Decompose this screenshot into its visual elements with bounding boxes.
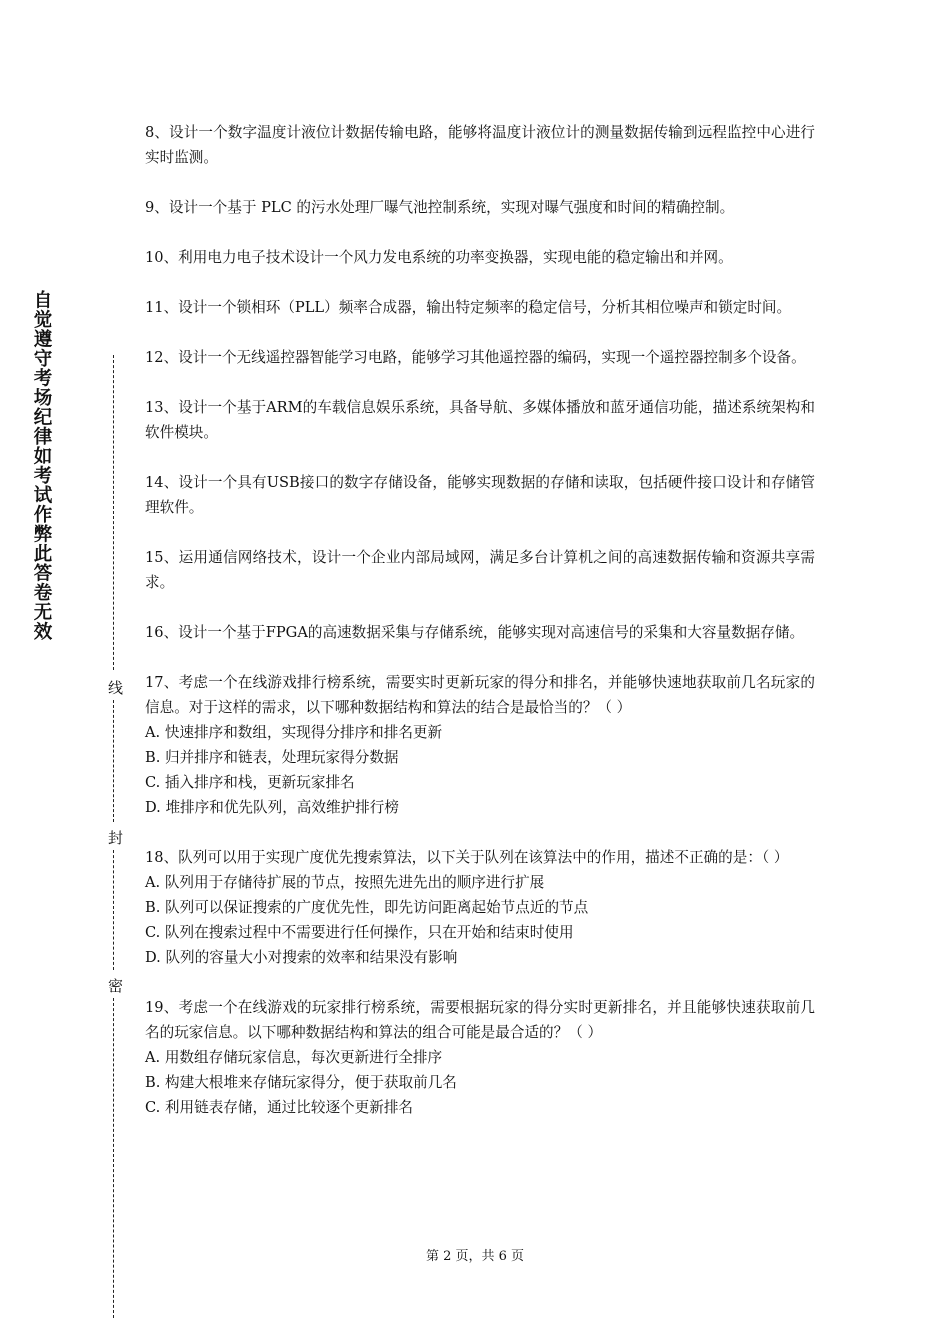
option-a: A. 用数组存储玩家信息，每次更新进行全排序	[145, 1049, 443, 1066]
question-list	[145, 120, 815, 1120]
binding-dash-segment	[113, 700, 114, 822]
binding-dash-segment	[113, 998, 114, 1318]
question-text: 18、队列可以用于实现广度优先搜索算法，以下关于队列在该算法中的作用，描述不正确的是：（ ）	[145, 849, 789, 866]
question-text: 12、设计一个无线遥控器智能学习电路，能够学习其他遥控器的编码，实现一个遥控器控制多个设备。	[145, 349, 806, 366]
question-13	[145, 395, 815, 445]
question-19	[145, 995, 815, 1120]
question-9	[145, 195, 815, 220]
page-footer: 第 2 页，共 6 页	[425, 1249, 525, 1264]
question-11	[145, 295, 815, 320]
option-b: B. 构建大根堆来存储玩家得分，便于获取前几名	[145, 1074, 457, 1091]
binding-char-secret: 密	[106, 978, 124, 993]
question-15	[145, 545, 815, 595]
binding-dash-segment	[113, 850, 114, 970]
question-text: 9、设计一个基于 PLC 的污水处理厂曝气池控制系统，实现对曝气强度和时间的精确控制。	[145, 199, 735, 216]
option-d: D. 队列的容量大小对搜索的效率和结果没有影响	[145, 949, 458, 966]
option-b: B. 归并排序和链表，处理玩家得分数据	[145, 749, 399, 766]
question-17	[145, 670, 815, 820]
question-8	[145, 120, 815, 170]
question-text: 16、设计一个基于FPGA的高速数据采集与存储系统，能够实现对高速信号的采集和大容量数据存储。	[145, 624, 805, 641]
question-text: 15、运用通信网络技术，设计一个企业内部局域网，满足多台计算机之间的高速数据传输和资源共享需求。	[145, 549, 815, 591]
question-16	[145, 620, 815, 645]
option-c: C. 队列在搜索过程中不需要进行任何操作，只在开始和结束时使用	[145, 924, 574, 941]
option-d: D. 堆排序和优先队列，高效维护排行榜	[145, 799, 399, 816]
option-b: B. 队列可以保证搜索的广度优先性，即先访问距离起始节点近的节点	[145, 899, 589, 916]
question-text: 19、考虑一个在线游戏的玩家排行榜系统，需要根据玩家的得分实时更新排名，并且能够快速获取前几名的玩家信息。以下哪种数据结构和算法的组合可能是最合适的？（ ）	[145, 999, 815, 1041]
binding-line	[104, 0, 124, 1344]
option-a: A. 队列用于存储待扩展的节点，按照先进先出的顺序进行扩展	[145, 874, 545, 891]
question-text: 8、设计一个数字温度计液位计数据传输电路，能够将温度计液位计的测量数据传输到远程监控中心进行实时监测。	[145, 124, 815, 166]
question-10	[145, 245, 815, 270]
binding-char-line: 线	[106, 680, 124, 695]
binding-char-seal: 封	[106, 830, 124, 845]
option-c: C. 利用链表存储，通过比较逐个更新排名	[145, 1099, 414, 1116]
question-text: 10、利用电力电子技术设计一个风力发电系统的功率变换器，实现电能的稳定输出和并网。	[145, 249, 733, 266]
question-text: 17、考虑一个在线游戏排行榜系统，需要实时更新玩家的得分和排名，并能够快速地获取前几名玩家的信息。对于这样的需求，以下哪种数据结构和算法的结合是最恰当的？（ ）	[145, 674, 815, 716]
question-14	[145, 470, 815, 520]
question-text: 14、设计一个具有USB接口的数字存储设备，能够实现数据的存储和读取，包括硬件接口设计和存储管理软件。	[145, 474, 815, 516]
option-a: A. 快速排序和数组，实现得分排序和排名更新	[145, 724, 443, 741]
question-18	[145, 845, 815, 970]
exam-discipline-notice: 自觉遵守考场纪律如考试作弊此答卷无效	[31, 290, 52, 641]
binding-dash-segment	[113, 355, 114, 670]
question-text: 11、设计一个锁相环（PLL）频率合成器，输出特定频率的稳定信号，分析其相位噪声和锁定时间。	[145, 299, 792, 316]
question-text: 13、设计一个基于ARM的车载信息娱乐系统，具备导航、多媒体播放和蓝牙通信功能，描述系统架构和软件模块。	[145, 399, 815, 441]
option-c: C. 插入排序和栈，更新玩家排名	[145, 774, 355, 791]
question-12	[145, 345, 815, 370]
